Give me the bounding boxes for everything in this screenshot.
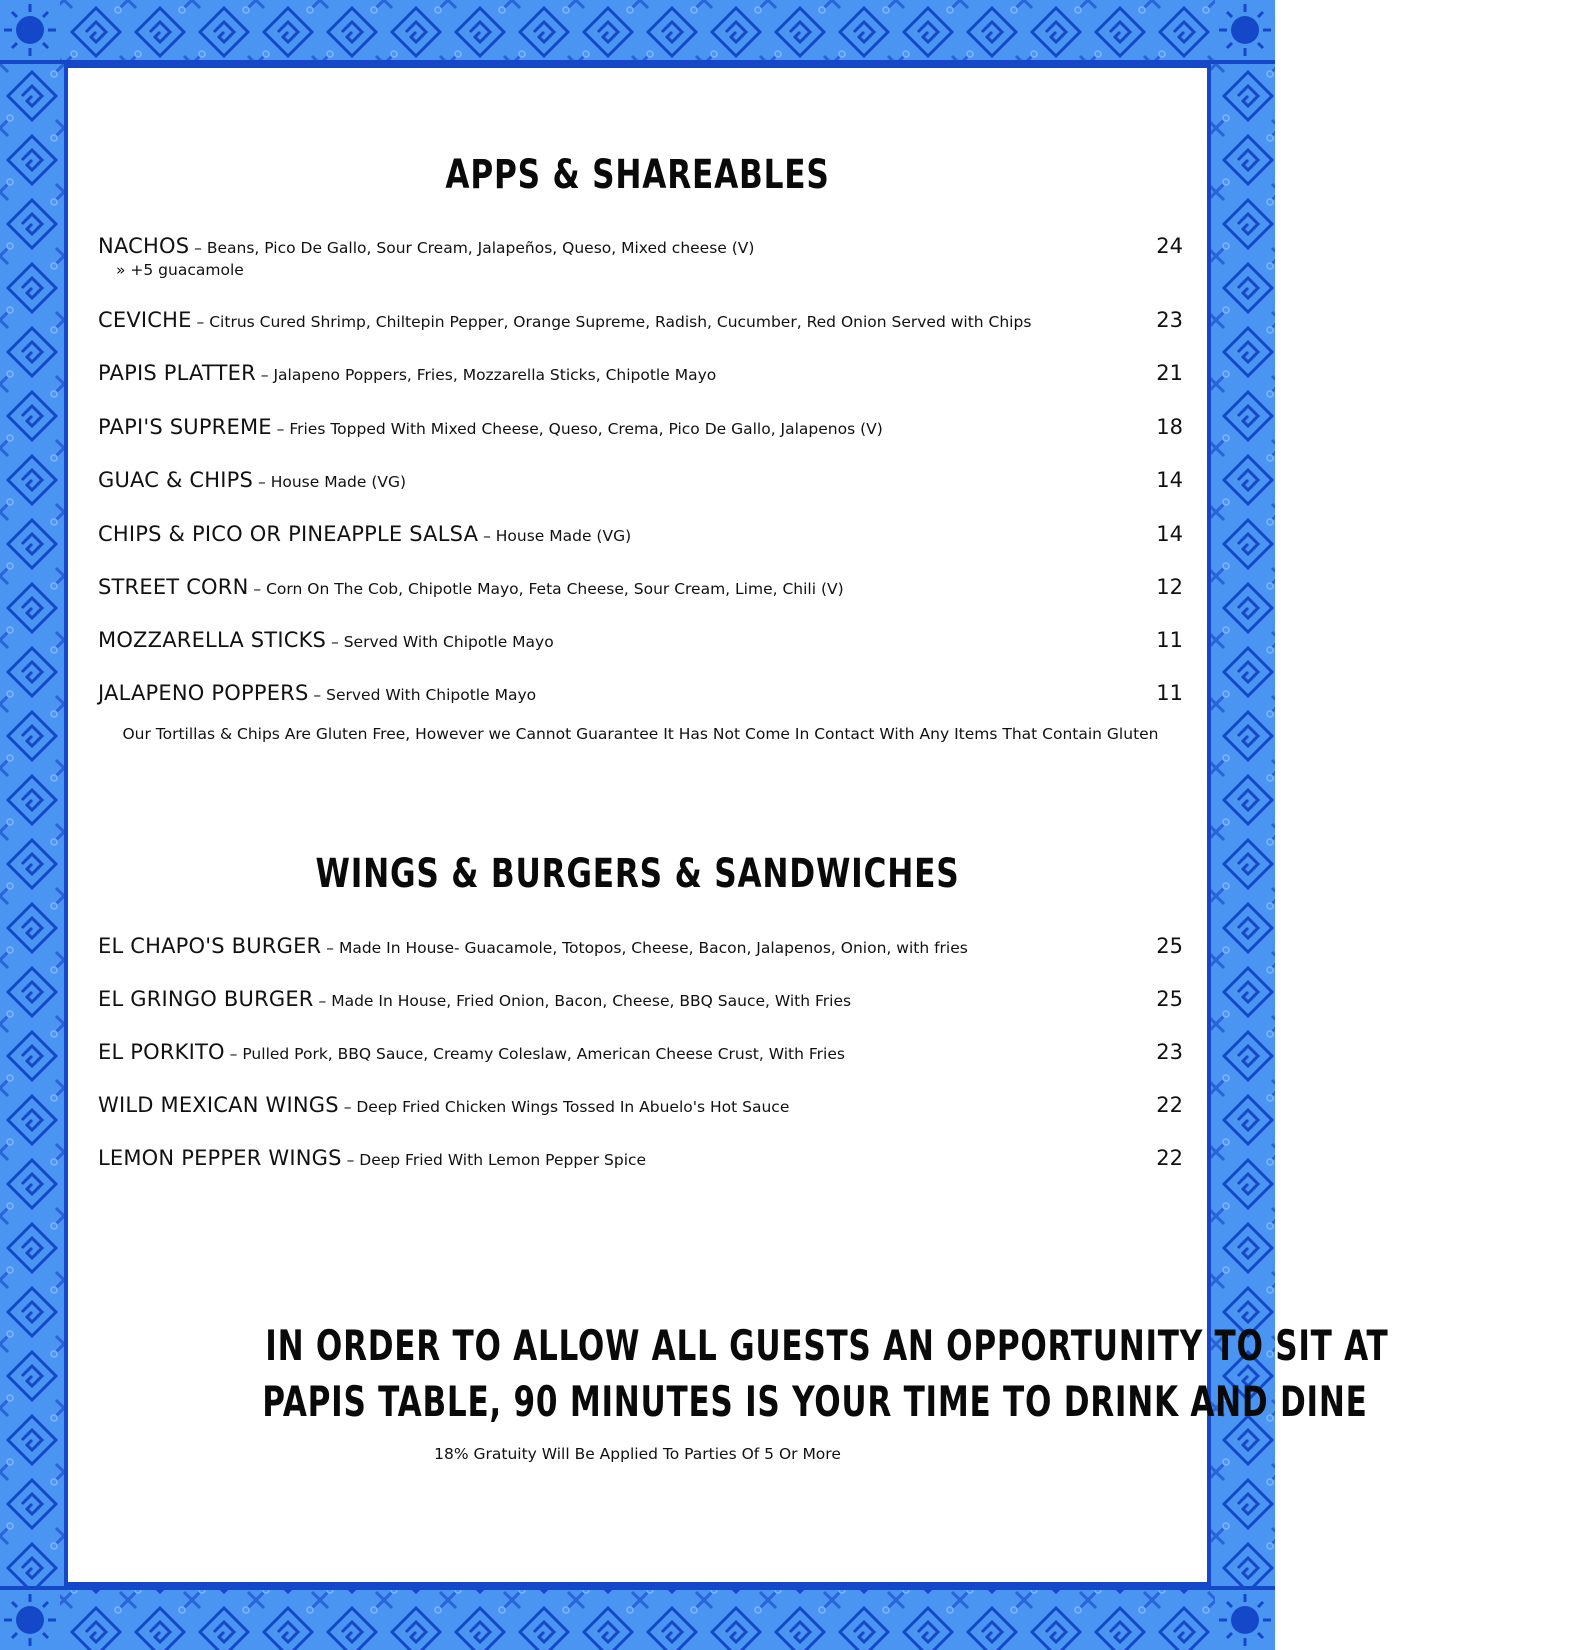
menu-item — [98, 1093, 1183, 1123]
item-description: Served With Chipotle Mayo — [343, 633, 554, 651]
item-price: 11 — [1156, 681, 1183, 705]
gratuity-note: 18% Gratuity Will Be Applied To Parties Of 5 Or More — [434, 1445, 841, 1463]
section-title-apps: APPS & SHAREABLES — [445, 152, 830, 198]
item-separator: – — [341, 1151, 360, 1169]
sun-icon — [0, 0, 60, 60]
item-description: Fries Topped With Mixed Cheese, Queso, Crema, Pico De Gallo, Jalapenos (V) — [289, 420, 883, 438]
menu-item — [98, 1040, 1183, 1070]
item-name: PAPIS PLATTER — [98, 361, 256, 385]
item-separator: – — [478, 527, 496, 545]
nachos-addon: » +5 guacamole — [116, 261, 244, 279]
menu-item — [98, 628, 1183, 658]
item-description: Made In House- Guacamole, Totopos, Cheese, Bacon, Jalapenos, Onion, with fries — [338, 939, 968, 957]
item-price: 23 — [1156, 1040, 1183, 1064]
policy-line-1: IN ORDER TO ALLOW ALL GUESTS AN OPPORTUNITY TO SIT AT — [265, 1321, 1389, 1370]
item-name: EL CHAPO'S BURGER — [98, 934, 322, 958]
item-name: MOZZARELLA STICKS — [98, 628, 327, 652]
item-separator: – — [191, 313, 210, 331]
menu-panel — [64, 64, 1389, 1586]
time-policy — [68, 1318, 1389, 1430]
item-separator: – — [326, 633, 344, 651]
menu-item — [98, 522, 1183, 552]
item-separator: – — [253, 473, 271, 491]
item-description: Jalapeno Poppers, Fries, Mozzarella Sticks, Chipotle Mayo — [273, 366, 717, 384]
item-price: 12 — [1156, 575, 1183, 599]
item-separator: – — [313, 992, 332, 1010]
item-name: WILD MEXICAN WINGS — [98, 1093, 339, 1117]
item-description: Citrus Cured Shrimp, Chiltepin Pepper, Orange Supreme, Radish, Cucumber, Red Onion Served with Chips — [209, 313, 1032, 331]
item-price: 22 — [1156, 1146, 1183, 1170]
item-price: 23 — [1156, 308, 1183, 332]
item-separator: – — [255, 366, 274, 384]
menu-item — [98, 361, 1183, 391]
menu-item — [98, 575, 1183, 605]
sun-icon — [0, 1590, 60, 1650]
policy-line-2: PAPIS TABLE, 90 MINUTES IS YOUR TIME TO DRINK AND DINE — [262, 1377, 1368, 1426]
item-name: PAPI'S SUPREME — [98, 415, 272, 439]
item-price: 14 — [1156, 468, 1183, 492]
item-name: JALAPENO POPPERS — [98, 681, 309, 705]
menu-item — [98, 1146, 1183, 1176]
item-separator: – — [321, 939, 339, 957]
item-name: CHIPS & PICO OR PINEAPPLE SALSA — [98, 522, 479, 546]
item-price: 25 — [1156, 934, 1183, 958]
menu-item — [98, 681, 1183, 711]
item-price: 11 — [1156, 628, 1183, 652]
section-title-wings: WINGS & BURGERS & SANDWICHES — [315, 851, 960, 897]
item-description: Deep Fried Chicken Wings Tossed In Abuelo's Hot Sauce — [356, 1098, 790, 1116]
item-name: NACHOS — [98, 234, 190, 258]
item-description: Pulled Pork, BBQ Sauce, Creamy Coleslaw, American Cheese Crust, With Fries — [242, 1045, 845, 1063]
item-description: House Made (VG) — [270, 473, 407, 491]
sun-icon — [1215, 1590, 1275, 1650]
item-price: 14 — [1156, 522, 1183, 546]
gluten-note: Our Tortillas & Chips Are Gluten Free, However we Cannot Guarantee It Has Not Come In Contact With Any Items That Contain Gluten — [122, 725, 1159, 743]
item-description: Deep Fried With Lemon Pepper Spice — [359, 1151, 647, 1169]
item-separator: – — [248, 580, 267, 598]
item-price: 18 — [1156, 415, 1183, 439]
menu-item — [98, 987, 1183, 1017]
item-name: GUAC & CHIPS — [98, 468, 254, 492]
item-price: 22 — [1156, 1093, 1183, 1117]
menu-item — [98, 308, 1183, 338]
item-price: 25 — [1156, 987, 1183, 1011]
item-description: Made In House, Fried Onion, Bacon, Cheese, BBQ Sauce, With Fries — [331, 992, 852, 1010]
item-price: 24 — [1156, 234, 1183, 258]
item-name: EL GRINGO BURGER — [98, 987, 314, 1011]
item-separator: – — [308, 686, 327, 704]
item-name: LEMON PEPPER WINGS — [98, 1146, 342, 1170]
item-description: Corn On The Cob, Chipotle Mayo, Feta Cheese, Sour Cream, Lime, Chili (V) — [266, 580, 844, 598]
menu-item — [98, 934, 1183, 964]
menu-item — [98, 468, 1183, 498]
item-price: 21 — [1156, 361, 1183, 385]
item-description: House Made (VG) — [495, 527, 632, 545]
item-separator: – — [189, 239, 207, 257]
menu-item — [98, 415, 1183, 445]
item-separator: – — [271, 420, 290, 438]
item-separator: – — [224, 1045, 243, 1063]
sun-icon — [1215, 0, 1275, 60]
item-name: EL PORKITO — [98, 1040, 225, 1064]
item-name: STREET CORN — [98, 575, 249, 599]
item-description: Served With Chipotle Mayo — [326, 686, 537, 704]
item-name: CEVICHE — [98, 308, 192, 332]
item-separator: – — [338, 1098, 357, 1116]
menu-item — [98, 234, 1183, 264]
item-description: Beans, Pico De Gallo, Sour Cream, Jalapeños, Queso, Mixed cheese (V) — [206, 239, 755, 257]
